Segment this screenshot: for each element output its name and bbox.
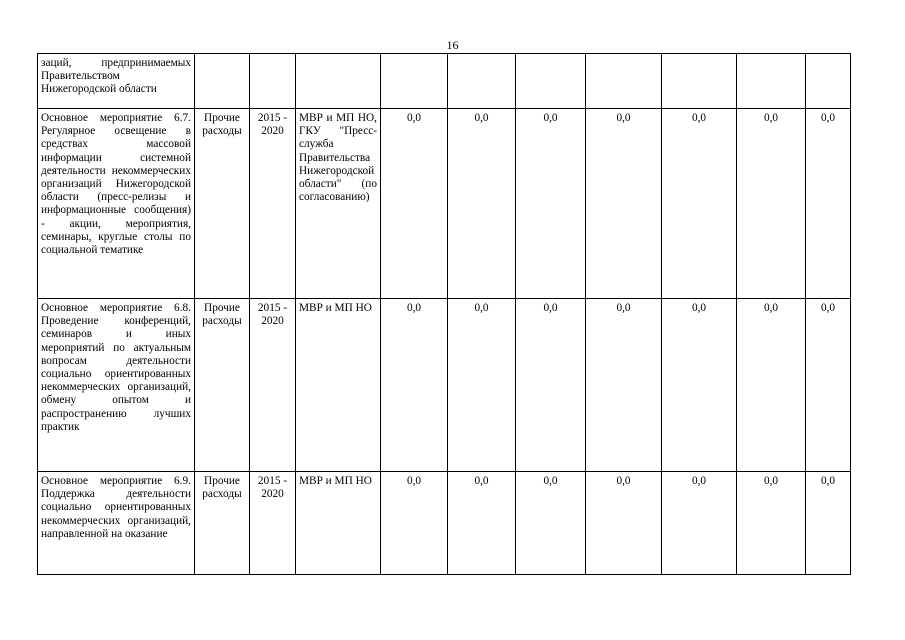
value-cell: 0,0 (586, 109, 662, 299)
period-cell: 2015 - 2020 (250, 472, 296, 575)
value-cell: 0,0 (448, 109, 516, 299)
page-number: 16 (446, 38, 459, 52)
table-row (38, 109, 851, 299)
period-cell (250, 54, 296, 109)
funding-source-cell: Прочие расходы (195, 299, 250, 472)
activity-name-cell: Основное мероприятие 6.9. Поддержка деятельности социально ориентированных некоммерческих организаций, направленной на оказание (38, 472, 195, 575)
value-cell: 0,0 (586, 472, 662, 575)
funding-source-cell (195, 54, 250, 109)
value-cell: 0,0 (662, 109, 737, 299)
funding-source-cell: Прочие расходы (195, 109, 250, 299)
value-cell: 0,0 (806, 472, 851, 575)
period-cell: 2015 - 2020 (250, 299, 296, 472)
period-cell: 2015 - 2020 (250, 109, 296, 299)
value-cell: 0,0 (381, 299, 448, 472)
value-cell: 0,0 (516, 299, 586, 472)
value-cell: 0,0 (586, 299, 662, 472)
value-cell (662, 54, 737, 109)
value-cell (737, 54, 806, 109)
value-cell (516, 54, 586, 109)
value-cell: 0,0 (516, 109, 586, 299)
program-activities-table (37, 53, 851, 575)
activity-name-cell: заций, предпринимаемых Правительством Нижегородской области (38, 54, 195, 109)
value-cell: 0,0 (737, 299, 806, 472)
executor-cell: МВР и МП НО (296, 299, 381, 472)
table-row-continuation (38, 54, 851, 109)
table-row (38, 472, 851, 575)
value-cell: 0,0 (737, 472, 806, 575)
value-cell: 0,0 (381, 472, 448, 575)
value-cell (806, 54, 851, 109)
value-cell: 0,0 (662, 472, 737, 575)
value-cell: 0,0 (448, 472, 516, 575)
value-cell: 0,0 (662, 299, 737, 472)
value-cell: 0,0 (381, 109, 448, 299)
value-cell (586, 54, 662, 109)
funding-source-cell: Прочие расходы (195, 472, 250, 575)
activity-name-cell: Основное мероприятие 6.8. Проведение конференций, семинаров и иных мероприятий по актуальным вопросам деятельности социально ориентированных некоммерческих организаций, обмену опытом и распространению лучших практик (38, 299, 195, 472)
executor-cell: МВР и МП НО, ГКУ "Пресс-служба Правительства Нижегородской области" (по согласованию) (296, 109, 381, 299)
activity-name-cell: Основное мероприятие 6.7. Регулярное освещение в средствах массовой информации системной деятельности некоммерческих организаций Нижегородской области (пресс-релизы и информационные сообщения) - акции, мероприятия, семинары, круглые столы по социальной тематике (38, 109, 195, 299)
value-cell: 0,0 (806, 109, 851, 299)
table-row (38, 299, 851, 472)
value-cell: 0,0 (516, 472, 586, 575)
value-cell: 0,0 (448, 299, 516, 472)
executor-cell (296, 54, 381, 109)
value-cell (448, 54, 516, 109)
executor-cell: МВР и МП НО (296, 472, 381, 575)
value-cell (381, 54, 448, 109)
value-cell: 0,0 (806, 299, 851, 472)
value-cell: 0,0 (737, 109, 806, 299)
